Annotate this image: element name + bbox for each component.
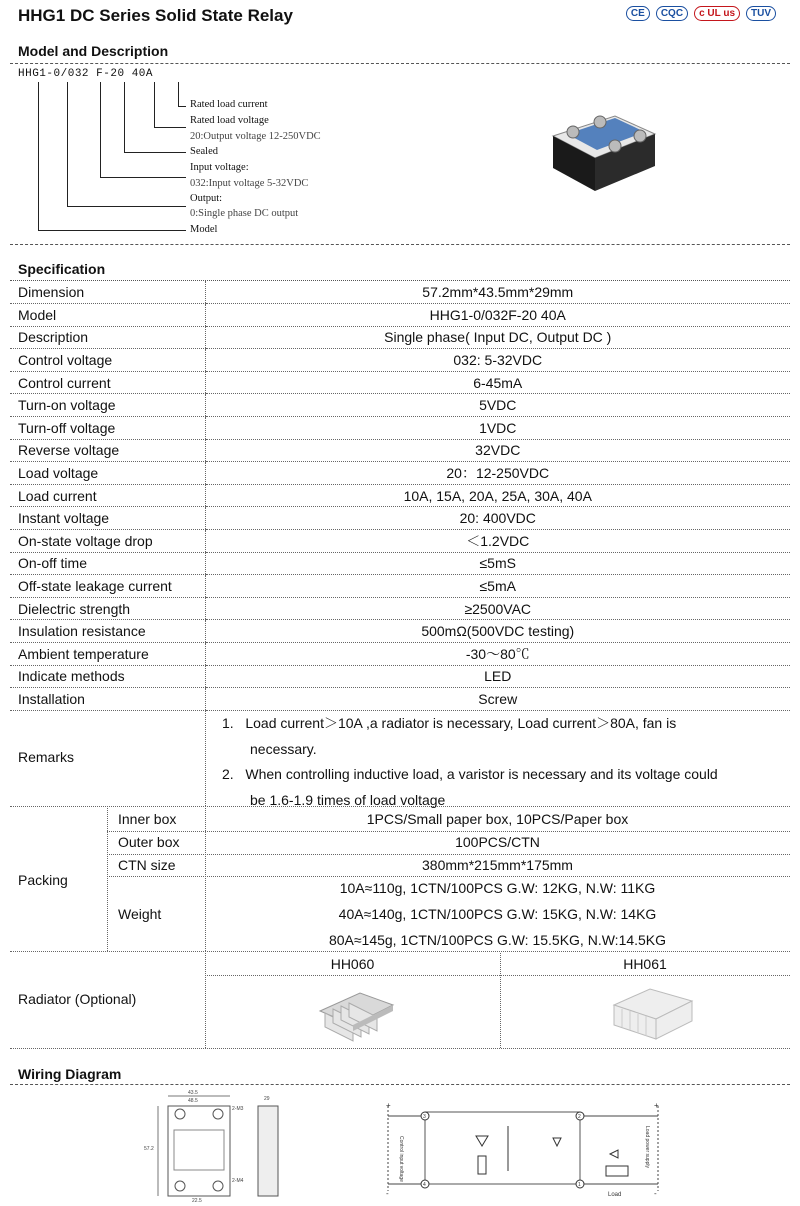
remark-item-2: 2. When controlling inductive load, a varistor is necessary and its voltage could be 1.6-1.9 times of load voltage	[222, 766, 718, 808]
spec-key: Dimension	[10, 281, 205, 304]
outer-box-value: 100PCS/CTN	[455, 834, 540, 850]
desc-rated-voltage: Rated load voltage	[190, 115, 269, 126]
spec-key: Load current	[10, 484, 205, 507]
spec-row	[10, 371, 790, 394]
spec-key: Insulation resistance	[10, 620, 205, 643]
svg-text:+: +	[654, 1101, 659, 1110]
svg-text:29: 29	[264, 1096, 270, 1102]
page-title: HHG1 DC Series Solid State Relay	[18, 6, 293, 25]
desc-model: Model	[190, 224, 218, 235]
spec-key: Off-state leakage current	[10, 575, 205, 598]
spec-value: 6-45mA	[205, 371, 790, 394]
svg-text:2-M4: 2-M4	[232, 1178, 244, 1184]
radiator-hh060-image	[315, 981, 395, 1045]
spec-row	[10, 530, 790, 553]
svg-text:2: 2	[578, 1114, 581, 1120]
inner-box-value: 1PCS/Small paper box, 10PCS/Paper box	[366, 811, 629, 827]
spec-row	[10, 439, 790, 462]
spec-key: Instant voltage	[10, 507, 205, 530]
spec-key: Description	[10, 326, 205, 349]
weight-line-2: 40A≈140g, 1CTN/100PCS G.W: 15KG, N.W: 14KG	[338, 906, 657, 922]
ctn-size-label: CTN size	[118, 857, 176, 873]
spec-value: ≤5mS	[205, 552, 790, 575]
weight-label: Weight	[118, 906, 162, 922]
spec-value: 20：12-250VDC	[205, 462, 790, 485]
svg-text:-: -	[654, 1189, 657, 1198]
svg-text:-: -	[386, 1189, 389, 1198]
circuit-diagram	[378, 1096, 668, 1201]
desc-sealed: Sealed	[190, 146, 218, 157]
spec-value: ≥2500VAC	[205, 597, 790, 620]
cqc-mark: CQC	[656, 6, 688, 21]
dimension-drawing	[140, 1088, 300, 1203]
spec-row	[10, 620, 790, 643]
spec-value: 32VDC	[205, 439, 790, 462]
spec-value: LED	[205, 665, 790, 688]
spec-row	[10, 394, 790, 417]
model-code: HHG1-0/032 F-20 40A	[18, 68, 153, 80]
certification-marks	[626, 6, 776, 21]
spec-value: -30～80℃	[205, 643, 790, 666]
spec-key: On-off time	[10, 552, 205, 575]
ul-mark: c UL us	[694, 6, 740, 21]
spec-key: Turn-on voltage	[10, 394, 205, 417]
spec-row	[10, 665, 790, 688]
spec-row	[10, 304, 790, 327]
svg-text:Control input voltage: Control input voltage	[398, 1136, 404, 1182]
spec-value: Single phase( Input DC, Output DC )	[205, 326, 790, 349]
spec-row	[10, 417, 790, 440]
ctn-size-value: 380mm*215mm*175mm	[422, 857, 573, 873]
spec-key: Model	[10, 304, 205, 327]
spec-value: 20: 400VDC	[205, 507, 790, 530]
outer-box-label: Outer box	[118, 834, 180, 850]
spec-key: Load voltage	[10, 462, 205, 485]
spec-value: 10A, 15A, 20A, 25A, 30A, 40A	[205, 484, 790, 507]
radiator-hh060-label: HH060	[330, 956, 375, 972]
svg-text:1: 1	[578, 1182, 581, 1188]
desc-input-range: 032:Input voltage 5-32VDC	[190, 178, 309, 189]
desc-rated-current: Rated load current	[190, 99, 268, 110]
wiring-section-heading: Wiring Diagram	[18, 1066, 122, 1082]
spec-key: Installation	[10, 688, 205, 711]
spec-value: ≤5mA	[205, 575, 790, 598]
remark-item-1: 1. Load current＞10A ,a radiator is necessary, Load current＞80A, fan is necessary.	[222, 715, 677, 757]
desc-output: Output:	[190, 193, 223, 204]
packing-block	[10, 808, 790, 952]
svg-text:Load power supply: Load power supply	[644, 1126, 650, 1168]
spec-value: 500mΩ(500VDC testing)	[205, 620, 790, 643]
weight-line-3: 80A≈145g, 1CTN/100PCS G.W: 15.5KG, N.W:14.5KG	[328, 932, 667, 948]
spec-row	[10, 552, 790, 575]
spec-key: Ambient temperature	[10, 643, 205, 666]
svg-text:2-M3: 2-M3	[232, 1106, 244, 1112]
divider	[10, 63, 790, 64]
spec-value: 57.2mm*43.5mm*29mm	[205, 281, 790, 304]
svg-text:43.5: 43.5	[188, 1090, 198, 1096]
svg-text:57.2: 57.2	[144, 1146, 154, 1152]
weight-line-1: 10A≈110g, 1CTN/100PCS G.W: 12KG, N.W: 11KG	[339, 880, 656, 896]
desc-output-voltage: 20:Output voltage 12-250VDC	[190, 131, 321, 142]
radiator-block	[10, 953, 790, 1049]
relay-product-image	[545, 96, 660, 196]
spec-row	[10, 688, 790, 711]
svg-text:3: 3	[423, 1114, 426, 1120]
spec-row	[10, 349, 790, 372]
desc-output-type: 0:Single phase DC output	[190, 208, 299, 219]
spec-row	[10, 462, 790, 485]
spec-row	[10, 507, 790, 530]
spec-key: Dielectric strength	[10, 597, 205, 620]
desc-input-voltage: Input voltage:	[190, 162, 249, 173]
radiator-label: Radiator (Optional)	[18, 991, 137, 1007]
spec-value: 032: 5-32VDC	[205, 349, 790, 372]
spec-key: Reverse voltage	[10, 439, 205, 462]
radiator-hh061-label: HH061	[623, 956, 667, 972]
divider	[10, 244, 790, 245]
spec-row	[10, 326, 790, 349]
packing-label: Packing	[18, 872, 68, 888]
remarks-block	[10, 711, 790, 807]
spec-table	[10, 281, 790, 711]
spec-row	[10, 281, 790, 304]
inner-box-label: Inner box	[118, 811, 177, 827]
spec-value: Screw	[205, 688, 790, 711]
svg-text:Load: Load	[608, 1192, 622, 1198]
spec-row	[10, 597, 790, 620]
radiator-hh061-image	[610, 983, 695, 1043]
remarks-label: Remarks	[18, 749, 75, 765]
spec-value: 1VDC	[205, 417, 790, 440]
spec-row	[10, 484, 790, 507]
svg-text:22.5: 22.5	[192, 1198, 202, 1203]
spec-value: ＜1.2VDC	[205, 530, 790, 553]
divider	[10, 1084, 790, 1085]
spec-key: Indicate methods	[10, 665, 205, 688]
spec-key: Control voltage	[10, 349, 205, 372]
spec-key: Control current	[10, 371, 205, 394]
spec-row	[10, 575, 790, 598]
ce-mark: CE	[626, 6, 650, 21]
model-section-heading: Model and Description	[18, 43, 169, 59]
svg-text:48.5: 48.5	[188, 1098, 198, 1104]
spec-key: On-state voltage drop	[10, 530, 205, 553]
spec-section-heading: Specification	[18, 261, 106, 277]
svg-text:+: +	[386, 1101, 391, 1110]
svg-text:4: 4	[423, 1182, 426, 1188]
spec-value: HHG1-0/032F-20 40A	[205, 304, 790, 327]
spec-value: 5VDC	[205, 394, 790, 417]
spec-row	[10, 643, 790, 666]
tuv-mark: TUV	[746, 6, 776, 21]
spec-key: Turn-off voltage	[10, 417, 205, 440]
